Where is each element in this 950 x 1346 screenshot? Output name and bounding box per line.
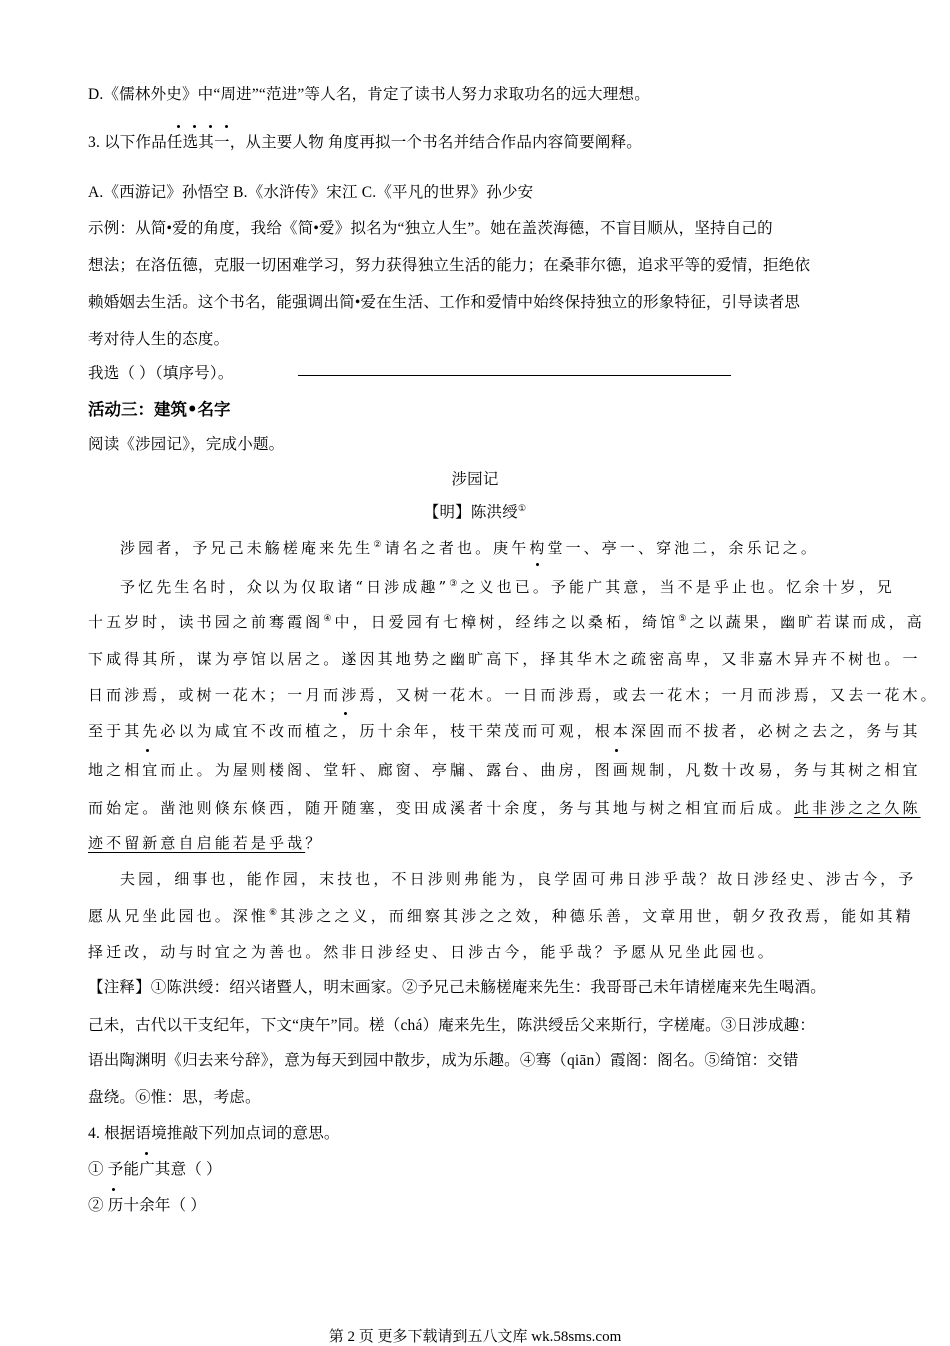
essay-line: 愿从兄坐此园也。深惟⑥其涉之之义，而细察其涉之之效，种德乐善，文章用世，朝夕孜孜焉，能如其精 (88, 907, 914, 925)
essay-line: 至于其先必以为咸宜不改而植之，历十余年，枝干荣茂而可观，根本深固而不拔者，必树之去之，务与其 (88, 722, 921, 740)
emphasis-dot (146, 749, 149, 752)
reading-instruction: 阅读《涉园记》，完成小题。 (88, 436, 285, 453)
essay-title: 涉园记 (451, 471, 499, 488)
annotation-line: 语出陶渊明《归去来兮辞》，意为每天到园中散步，成为乐趣。④骞（qiān）霞阁：阁名。⑤绮馆：交错 (88, 1052, 799, 1069)
emphasis-dot (209, 125, 212, 128)
example-line: 赖婚姻去生活。这个书名，能强调出简•爱在生活、工作和爱情中始终保持独立的形象特征，引导读者思 (88, 294, 801, 311)
essay-line: 日而涉焉，或树一花木；一月而涉焉，又树一花木。一日而涉焉，或去一花木；一月而涉焉，又去一花木。 (88, 686, 939, 704)
option-d-text: D.《儒林外史》中“周进”“范进”等人名，肯定了读书人努力求取功名的远大理想。 (88, 86, 650, 103)
emphasis-dot (177, 125, 180, 128)
example-line: 考对待人生的态度。 (88, 331, 230, 348)
underlined-sentence: 迹不留新意自启能若是乎哉 (88, 834, 306, 852)
essay-line: 迹不留新意自启能若是乎哉？ (88, 834, 324, 852)
question-3-options: A.《西游记》孙悟空 B.《水浒传》宋江 C.《平凡的世界》孙少安 (88, 184, 534, 201)
essay-author: 【明】陈洪绶① (423, 502, 527, 521)
annotation-line: 盘绕。⑥惟：思，考虑。 (88, 1089, 261, 1106)
question-3-stem: 3. 以下作品任选其一，从主要人物 角度再拟一个书名并结合作品内容简要阐释。 (88, 134, 642, 151)
answer-blank-line[interactable] (298, 375, 731, 376)
essay-line: 下咸得其所，谋为亭馆以居之。遂因其地势之幽旷高下，择其华木之疏密高卑，又非嘉木异卉不树也。一 (88, 650, 921, 668)
question-4-item-2: ② 历十余年（ ） (88, 1197, 207, 1214)
question-4-item-1: ① 予能广其意（ ） (88, 1161, 222, 1178)
page-footer: 第 2 页 更多下载请到五八文库 wk.58sms.com (328, 1329, 622, 1345)
example-line: 示例：从简•爱的角度，我给《简•爱》拟名为“独立人生”。她在盖茨海德，不盲目顺从，坚持自己的 (88, 220, 773, 237)
essay-line: 夫园，细事也，能作园，末技也，不日涉则弗能为，良学固可弗日涉乎哉？故日涉经史、涉古今，予 (120, 870, 917, 888)
emphasis-dot (225, 125, 228, 128)
essay-line: 涉园者，予兄己未觞槎庵来先生②请名之者也。庚午构堂一、亭一、穿池二，余乐记之。 (120, 539, 819, 557)
essay-line: 地之相宜而止。为屋则楼阁、堂轩、廊窗、亭牖、露台、曲房，图画规制，凡数十改易，务与其树之相宜 (88, 761, 921, 779)
annotation-line: 【注释】①陈洪绶：绍兴诸暨人，明末画家。②予兄己未觞槎庵来先生：我哥哥己未年请槎庵来先生喝酒。 (88, 979, 826, 996)
essay-line: 择迁改，动与时宜之为善也。然非日涉经史、日涉古今，能乎哉？予愿从兄坐此园也。 (88, 943, 776, 961)
activity-3-heading: 活动三：建筑•名字 (88, 400, 231, 419)
example-line: 想法；在洛伍德，克服一切困难学习，努力获得独立生活的能力；在桑菲尔德，追求平等的爱情，拒绝依 (88, 257, 811, 274)
question-4-stem: 4. 根据语境推敲下列加点词的意思。 (88, 1125, 340, 1142)
emphasis-dot (615, 749, 618, 752)
essay-line: 予忆先生名时，众以为仅取诸“日涉成趣”③之义也已。予能广其意，当不是乎止也。忆余十岁，兄 (120, 578, 895, 596)
annotation-line: 己未，古代以干支纪年，下文“庚午”同。槎（chá）庵来先生，陈洪绶岳父来斯行，字槎庵。③日涉成趣： (88, 1017, 816, 1034)
underlined-sentence: 此非涉之之久陈 (793, 799, 921, 817)
emphasis-dot (193, 125, 196, 128)
emphasis-dot (344, 712, 347, 715)
essay-line: 而始定。凿池则倏东倏西，随开随塞，变田成溪者十余度，务与其地与树之相宜而后成。此非涉之之久陈 (88, 799, 921, 817)
emphasis-dot (145, 1152, 148, 1155)
answer-prompt: 我选（ ）（填序号）。 (88, 365, 234, 382)
essay-line: 十五岁时，读书园之前骞霞阁④中，日爱园有七樟树，经纬之以桑柘，绮馆⑤之以蔬果，幽旷若谋而成，高 (88, 613, 925, 631)
emphasis-dot (536, 563, 539, 566)
emphasis-dot (112, 1188, 115, 1191)
